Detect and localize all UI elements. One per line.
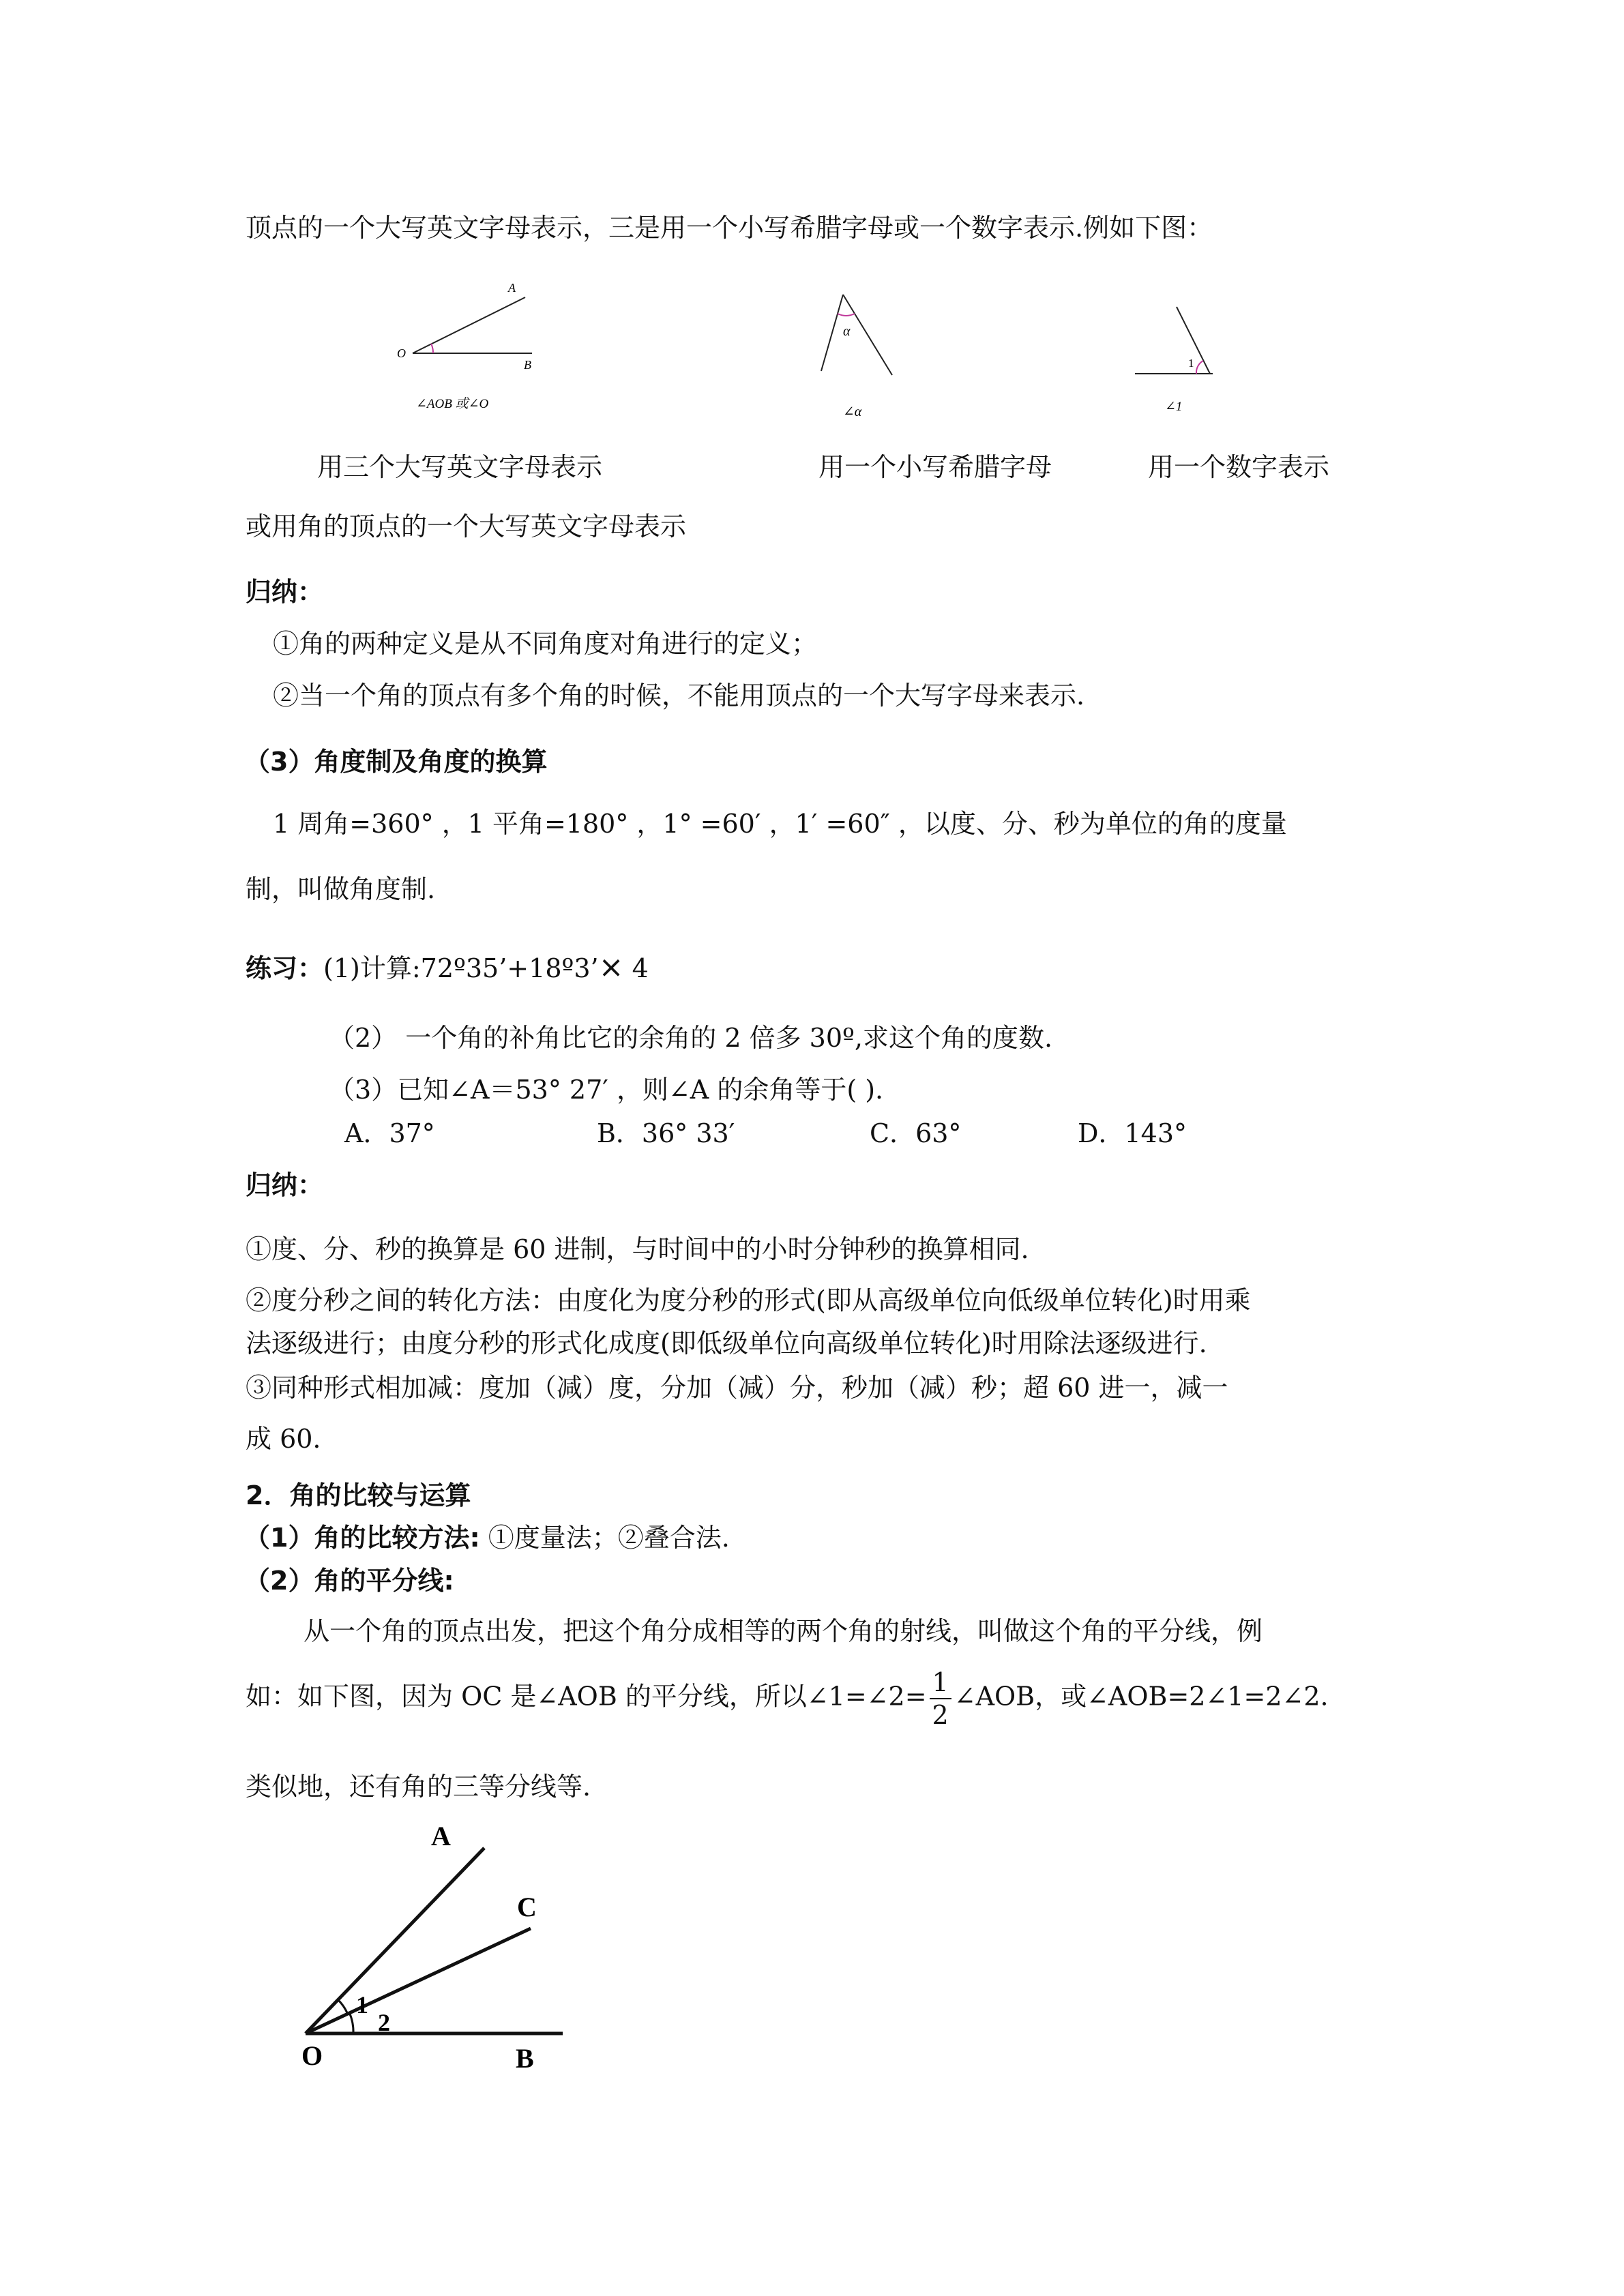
label-b: B <box>524 358 531 372</box>
practice-q1 <box>246 950 649 986</box>
figure-angle-1 <box>1125 300 1228 423</box>
figure-angle-bisector <box>286 1814 580 2087</box>
label-a: A <box>508 281 516 295</box>
practice-q2: （2） 一个角的补角比它的余角的 2 倍多 30º,求这个角的度数. <box>329 1023 1053 1053</box>
practice-q3: （3）已知∠A＝53° 27′ ，则∠A 的余角等于( ). <box>329 1075 884 1105</box>
label-2: 2 <box>378 2009 390 2036</box>
practice-q1-text: (1)计算:72º35’+18º3’ <box>323 953 599 983</box>
method-three-letters: 用三个大写英文字母表示 <box>317 452 603 482</box>
caption-aob: ∠AOB 或∠O <box>416 397 489 411</box>
bisector-formula-line <box>246 1669 1329 1728</box>
bisector-paragraph: 从一个角的顶点出发，把这个角分成相等的两个角的射线，叫做这个角的平分线，例 <box>304 1616 1263 1646</box>
method-greek-letter: 用一个小写希腊字母 <box>818 452 1052 482</box>
label-o: O <box>397 346 406 360</box>
summary-item: ①度、分、秒的换算是 60 进制，与时间中的小时分钟秒的换算相同. <box>246 1234 1029 1264</box>
option-b: B．36° 33′ <box>597 1118 735 1148</box>
label-b: B <box>516 2043 534 2074</box>
summary-item: ②度分秒之间的转化方法：由度化为度分秒的形式(即从高级单位向低级单位转化)时用乘 <box>246 1285 1251 1315</box>
method-number: 用一个数字表示 <box>1148 452 1330 482</box>
summary-item: ③同种形式相加减：度加（减）度，分加（减）分，秒加（减）秒；超 60 进一，减一 <box>246 1373 1228 1403</box>
times-sign: × <box>598 950 624 985</box>
intro-line: 顶点的一个大写英文字母表示，三是用一个小写希腊字母或一个数字表示.例如下图： <box>246 213 1213 243</box>
label-alpha: α <box>843 324 851 339</box>
practice-label: 练习： <box>246 953 324 983</box>
practice-q1-end: 4 <box>623 953 649 983</box>
caption-1: ∠1 <box>1165 400 1183 414</box>
label-1: 1 <box>1188 357 1194 370</box>
bisector-formula-before: 如：如下图，因为 OC 是∠AOB 的平分线，所以∠1=∠2= <box>246 1681 927 1712</box>
caption-alpha: ∠α <box>843 404 862 419</box>
compare-methods <box>244 1523 730 1554</box>
summary-item: ②当一个角的顶点有多个角的时候，不能用顶点的一个大写字母来表示. <box>273 681 1085 711</box>
bisector-formula-after: ∠AOB，或∠AOB=2∠1=2∠2. <box>954 1681 1329 1712</box>
method-vertex-letter: 或用角的顶点的一个大写英文字母表示 <box>246 511 687 541</box>
summary-item: 成 60. <box>246 1424 321 1454</box>
compare-methods-text: ①度量法；②叠合法. <box>479 1523 730 1553</box>
degree-definition-line: 1 周角=360° ，1 平角=180° ，1° =60′ ，1′ =60″ ，以度、分、秒为单位的角的度量 <box>273 809 1287 839</box>
option-a: A．37° <box>344 1118 435 1148</box>
section-heading-compare: 2．角的比较与运算 <box>246 1480 471 1510</box>
figure-angle-aob <box>382 273 573 416</box>
degree-definition-line: 制，叫做角度制. <box>246 874 436 904</box>
label-a: A <box>431 1821 451 1851</box>
summary-item: 法逐级进行；由度分秒的形式化成度(即低级单位向高级单位转化)时用除法逐级进行. <box>246 1328 1207 1358</box>
label-o: O <box>301 2040 323 2071</box>
label-c: C <box>517 1892 537 1922</box>
fraction-one-half <box>930 1669 951 1728</box>
compare-methods-label: （1）角的比较方法: <box>244 1523 480 1553</box>
fraction-denominator: 2 <box>932 1700 949 1730</box>
trisector-note: 类似地，还有角的三等分线等. <box>246 1772 591 1802</box>
figure-angle-alpha <box>805 286 907 423</box>
option-d: D．143° <box>1078 1118 1187 1148</box>
summary-heading: 归纳： <box>246 577 324 607</box>
fraction-numerator: 1 <box>930 1669 951 1699</box>
summary-item: ①角的两种定义是从不同角度对角进行的定义； <box>273 629 818 659</box>
label-1: 1 <box>356 1991 368 2018</box>
option-c: C．63° <box>870 1118 962 1148</box>
section-heading-degree-system: （3）角度制及角度的换算 <box>244 747 548 777</box>
summary-heading: 归纳： <box>246 1170 324 1200</box>
bisector-heading: （2）角的平分线: <box>244 1566 454 1596</box>
